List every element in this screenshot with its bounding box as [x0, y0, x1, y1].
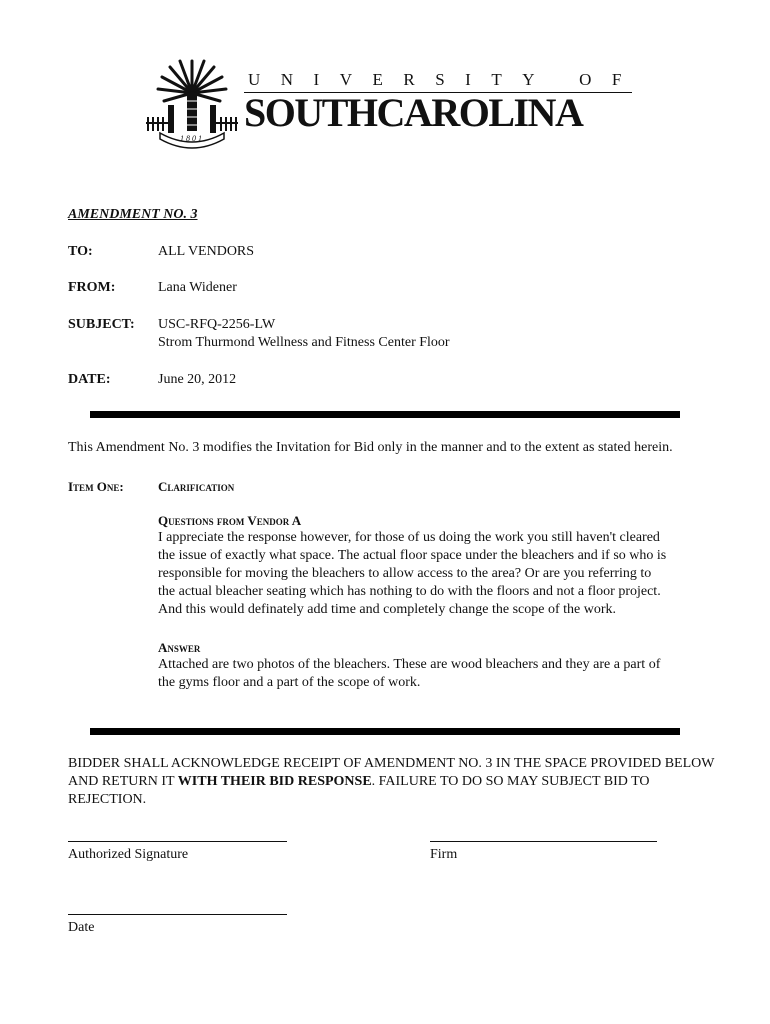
acknowledgement-paragraph — [68, 755, 718, 809]
question-line: responsible for moving the bleachers to allow access to the area? Or are you referring to — [158, 566, 652, 581]
question-heading: Questions from Vendor A — [158, 513, 302, 528]
authorized-signature-label: Authorized Signature — [68, 847, 189, 862]
date-label: DATE: — [68, 372, 111, 387]
section-divider-bottom — [90, 728, 680, 735]
intro-paragraph: This Amendment No. 3 modifies the Invitation for Bid only in the manner and to the extent as stated herein. — [68, 440, 673, 455]
university-of-line: UNIVERSITY OF — [248, 70, 642, 89]
amendment-title: AMENDMENT NO. 3 — [68, 207, 198, 222]
answer-heading: Answer — [158, 640, 201, 655]
item-heading: Clarification — [158, 479, 235, 494]
answer-line: Attached are two photos of the bleachers. These are wood bleachers and they are a part of — [158, 657, 661, 672]
subject-line-1: USC-RFQ-2256-LW — [158, 317, 276, 332]
to-value: ALL VENDORS — [158, 244, 255, 259]
question-line: I appreciate the response however, for those of us doing the work you still haven't cleared — [158, 530, 660, 545]
authorized-signature-line[interactable] — [68, 841, 287, 842]
acknowledgement-bold: WITH THEIR BID RESPONSE — [177, 774, 372, 789]
firm-line[interactable] — [430, 841, 657, 842]
date-signature-line[interactable] — [68, 914, 287, 915]
seal-year: 1801 — [180, 134, 204, 143]
usc-seal-logo — [146, 53, 238, 149]
answer-line: the gyms floor and a part of the scope of work. — [158, 675, 421, 690]
date-value: June 20, 2012 — [158, 372, 237, 387]
firm-label: Firm — [430, 847, 458, 862]
question-line: And this would definately add time and completely change the scope of the work. — [158, 602, 616, 617]
item-label: Item One: — [68, 479, 124, 494]
question-text — [158, 529, 718, 619]
to-label: TO: — [68, 244, 93, 259]
subject-line-2: Strom Thurmond Wellness and Fitness Center Floor — [158, 335, 450, 350]
date-signature-label: Date — [68, 920, 95, 935]
question-line: the issue of exactly what space. The actual floor space under the bleachers and if so who is — [158, 548, 667, 563]
acknowledgement-text-1: BIDDER SHALL ACKNOWLEDGE RECEIPT OF AMENDMENT NO. 3 IN THE SPACE PROVIDED BELOW AND RETURN IT — [68, 756, 715, 789]
institution-name: SOUTHCAROLINA — [244, 90, 583, 135]
question-line: the actual bleacher seating which has nothing to do with the floors and not a floor project. — [158, 584, 661, 599]
answer-text — [158, 656, 718, 692]
acknowledgement-text-2: . FAILURE TO DO SO MAY SUBJECT BID TO REJECTION. — [68, 774, 650, 807]
section-divider-top — [90, 411, 680, 418]
from-value: Lana Widener — [158, 280, 237, 295]
subject-label: SUBJECT: — [68, 317, 135, 332]
from-label: FROM: — [68, 280, 116, 295]
